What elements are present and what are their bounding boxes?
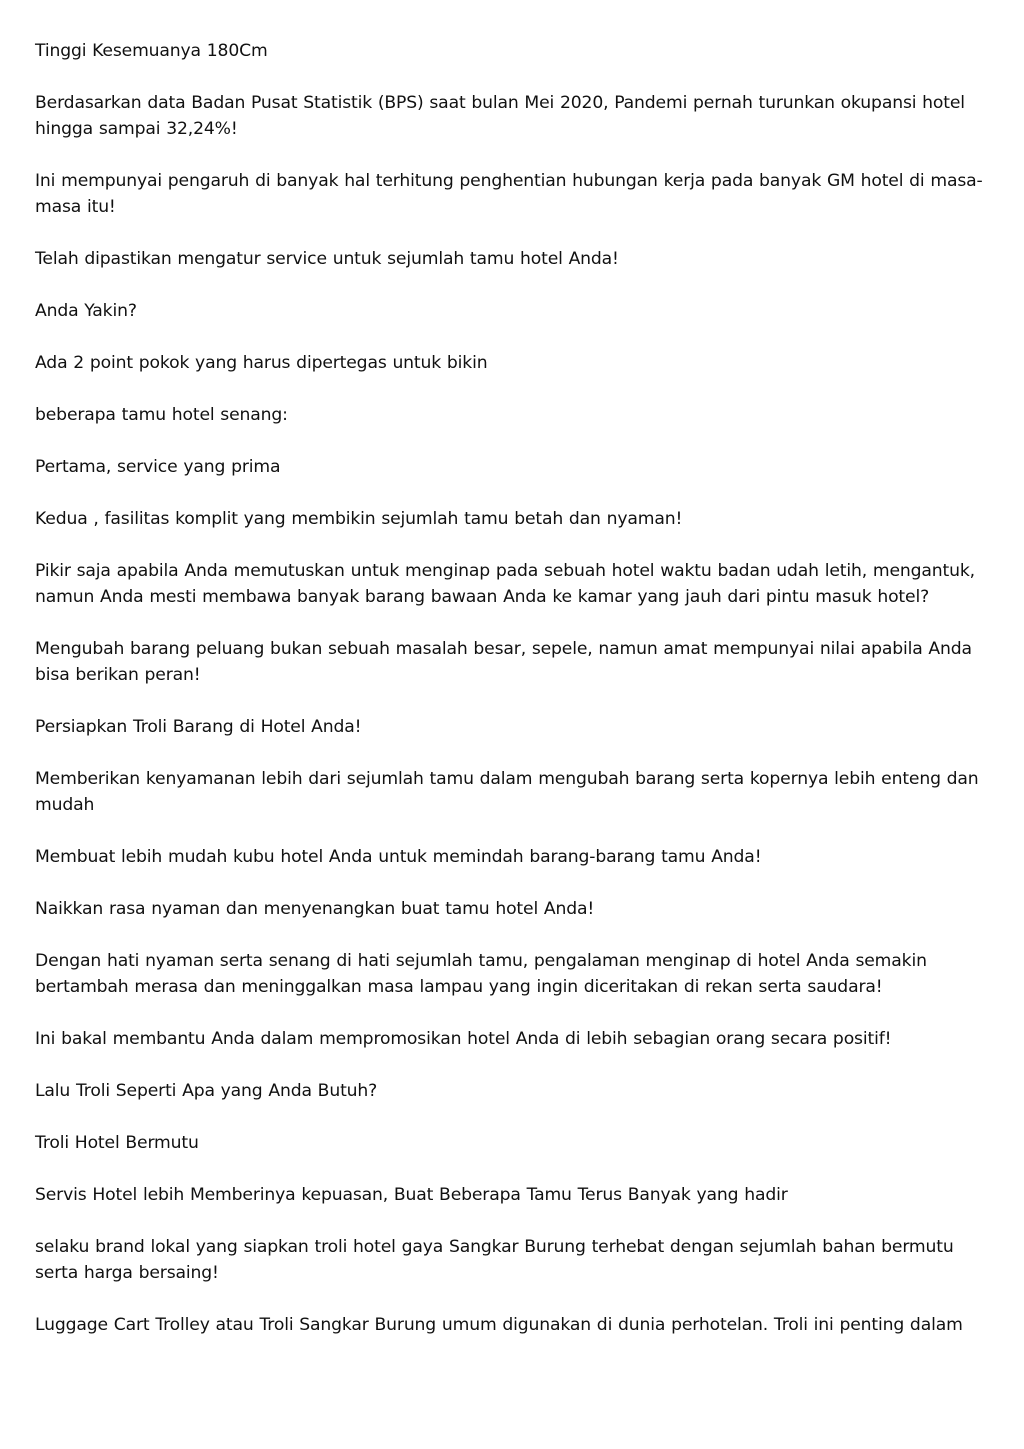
paragraph-first-point: Pertama, service yang prima (35, 457, 281, 477)
paragraph-prepare-trolley: Persiapkan Troli Barang di Hotel Anda! (35, 717, 362, 737)
paragraph-imagine: Pikir saja apabila Anda memutuskan untuk menginap pada sebuah hotel waktu badan udah letih, mengantuk, namun Anda mesti membawa banyak barang bawaan Anda ke kamar yang jauh dari pintu masuk hotel? (35, 561, 975, 607)
paragraph-raise-comfort: Naikkan rasa nyaman dan menyenangkan buat tamu hotel Anda! (35, 899, 595, 919)
paragraph-hotel-service: Servis Hotel lebih Memberinya kepuasan, Buat Beberapa Tamu Terus Banyak yang hadir (35, 1185, 788, 1205)
paragraph-guests-happy: beberapa tamu hotel senang: (35, 405, 288, 425)
paragraph-easier: Membuat lebih mudah kubu hotel Anda untuk memindah barang-barang tamu Anda! (35, 847, 762, 867)
paragraph-second-point: Kedua , fasilitas komplit yang membikin sejumlah tamu betah dan nyaman! (35, 509, 683, 529)
paragraph-moving-luggage: Mengubah barang peluang bukan sebuah masalah besar, sepele, namun amat mempunyai nilai apabila Anda bisa berikan peran! (35, 639, 972, 685)
paragraph-height: Tinggi Kesemuanya 180Cm (35, 41, 268, 61)
paragraph-promotion: Ini bakal membantu Anda dalam mempromosikan hotel Anda di lebih sebagian orang secara positif! (35, 1029, 892, 1049)
paragraph-quality-trolley: Troli Hotel Bermutu (35, 1133, 199, 1153)
paragraph-comfort: Memberikan kenyamanan lebih dari sejumlah tamu dalam mengubah barang serta kopernya lebih enteng dan mudah (35, 769, 979, 815)
paragraph-question: Anda Yakin? (35, 301, 137, 321)
paragraph-experience: Dengan hati nyaman serta senang di hati sejumlah tamu, pengalaman menginap di hotel Anda semakin bertambah merasa dan meninggalkan masa lampau yang ingin diceritakan di rekan serta saudara! (35, 951, 927, 997)
paragraph-two-points: Ada 2 point pokok yang harus dipertegas untuk bikin (35, 353, 488, 373)
paragraph-which-trolley: Lalu Troli Seperti Apa yang Anda Butuh? (35, 1081, 378, 1101)
paragraph-service: Telah dipastikan mengatur service untuk sejumlah tamu hotel Anda! (35, 249, 619, 269)
paragraph-bps-data: Berdasarkan data Badan Pusat Statistik (BPS) saat bulan Mei 2020, Pandemi pernah turunkan okupansi hotel hingga sampai 32,24%! (35, 93, 965, 139)
document-body (35, 38, 995, 1364)
paragraph-impact: Ini mempunyai pengaruh di banyak hal terhitung penghentian hubungan kerja pada banyak GM hotel di masa-masa itu! (35, 171, 983, 217)
paragraph-local-brand: selaku brand lokal yang siapkan troli hotel gaya Sangkar Burung terhebat dengan sejumlah bahan bermutu serta harga bersaing! (35, 1237, 954, 1283)
paragraph-luggage-cart: Luggage Cart Trolley atau Troli Sangkar Burung umum digunakan di dunia perhotelan. Troli ini penting dalam (35, 1315, 963, 1335)
